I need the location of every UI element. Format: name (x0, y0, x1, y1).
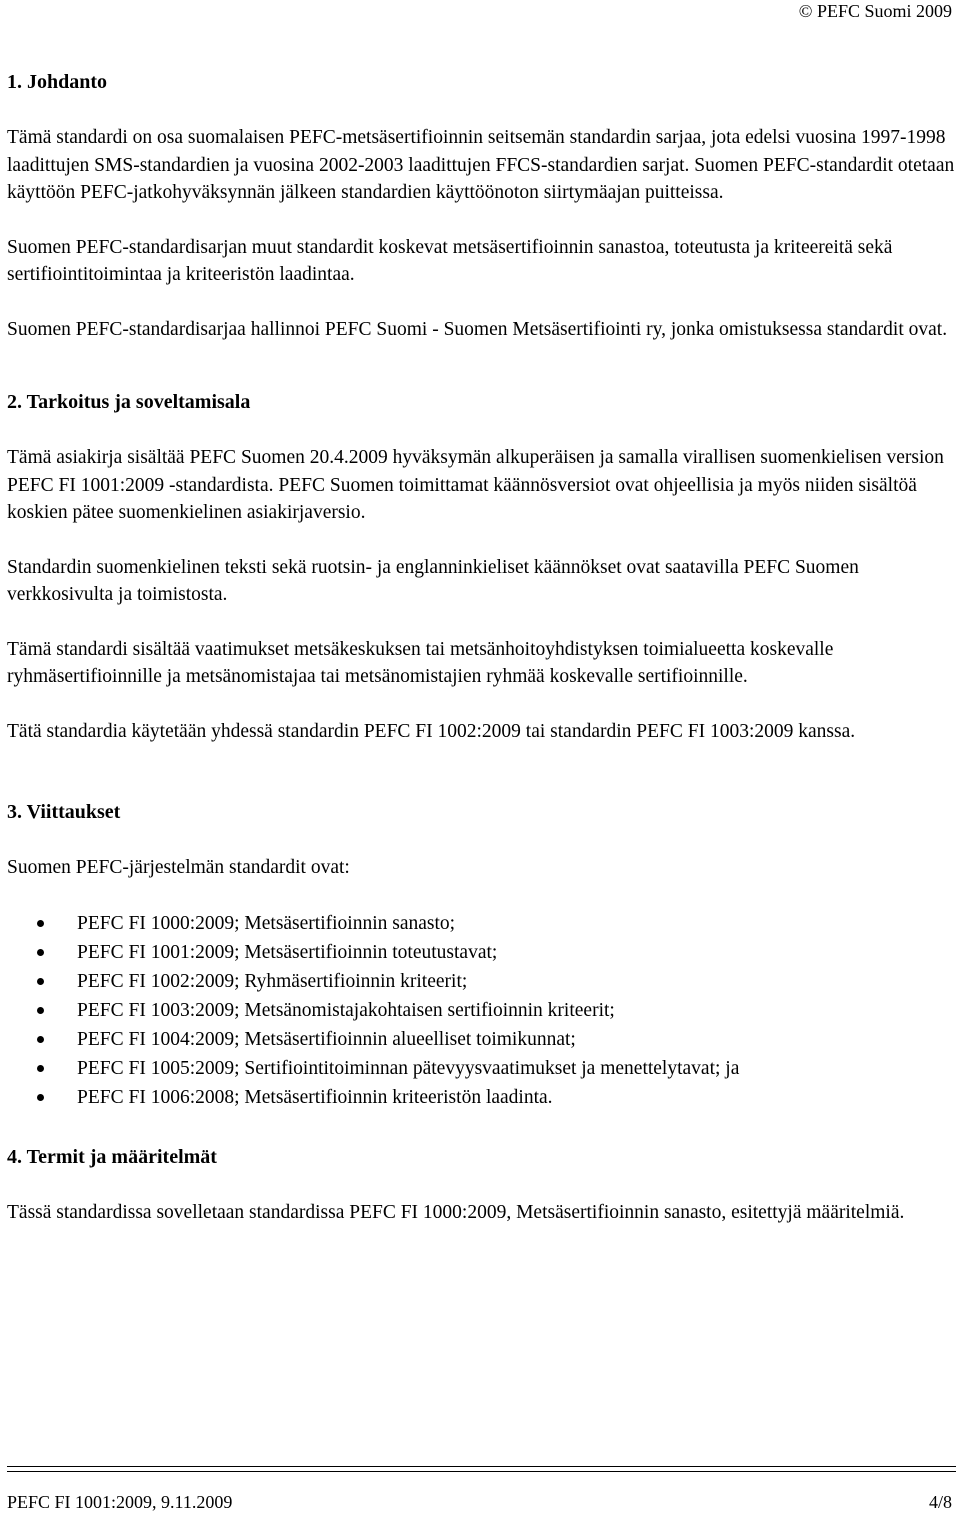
footer-page-number: 4/8 (928, 1492, 952, 1512)
list-item: PEFC FI 1006:2008; Metsäsertifioinnin kriteeristön laadinta. (7, 1083, 955, 1112)
section-3-intro: Suomen PEFC-järjestelmän standardit ovat: (7, 857, 350, 878)
list-item: PEFC FI 1001:2009; Metsäsertifioinnin toteutustavat; (7, 938, 955, 967)
section-2-heading: 2. Tarkoitus ja soveltamisala (7, 391, 251, 413)
list-item: PEFC FI 1002:2009; Ryhmäsertifioinnin kriteerit; (7, 967, 955, 996)
list-item: PEFC FI 1003:2009; Metsänomistajakohtaisen sertifioinnin kriteerit; (7, 996, 955, 1025)
section-2-paragraph-2: Standardin suomenkielinen teksti sekä ruotsin- ja englanninkieliset käännökset ovat saatavilla PEFC Suomen verkkosivulta ja toimistosta. (7, 556, 859, 605)
section-1-paragraph-3: Suomen PEFC-standardisarjaa hallinnoi PEFC Suomi - Suomen Metsäsertifiointi ry, jonka omistuksessa standardit ovat. (7, 318, 948, 340)
section-2-paragraph-1: Tämä asiakirja sisältää PEFC Suomen 20.4.2009 hyväksymän alkuperäisen ja samalla virallisen suomenkielisen version PEFC FI 1001:2009 -standardista. PEFC Suomen toimittamat käännösversiot ovat ohjeellisia ja myös niiden sisältöä koskien pätee suomenkielinen asiakirjaversio. (7, 447, 944, 523)
footer-divider (7, 1466, 956, 1472)
list-item: PEFC FI 1004:2009; Metsäsertifioinnin alueelliset toimikunnat; (7, 1025, 955, 1054)
page-footer (7, 1491, 952, 1513)
footer-doc-id: PEFC FI 1001:2009, 9.11.2009 (7, 1492, 233, 1512)
section-4-paragraph-1: Tässä standardissa sovelletaan standardissa PEFC FI 1000:2009, Metsäsertifioinnin sanasto, esitettyjä määritelmiä. (7, 1201, 905, 1223)
section-2-paragraph-3: Tämä standardi sisältää vaatimukset metsäkeskuksen tai metsänhoitoyhdistyksen toimialueetta koskevalle ryhmäsertifioinnille ja metsänomistajaa tai metsänomistajien ryhmää koskevalle sertifioinnille. (7, 638, 834, 687)
list-item: PEFC FI 1005:2009; Sertifiointitoiminnan pätevyysvaatimukset ja menettelytavat; ja (7, 1054, 955, 1083)
document-body (7, 67, 955, 1226)
standards-list (7, 909, 955, 1112)
section-4-heading: 4. Termit ja määritelmät (7, 1145, 217, 1168)
section-2-paragraph-4: Tätä standardia käytetään yhdessä standardin PEFC FI 1002:2009 tai standardin PEFC FI 1003:2009 kanssa. (7, 720, 856, 742)
header-copyright: © PEFC Suomi 2009 (798, 1, 952, 21)
section-3-heading: 3. Viittaukset (7, 801, 121, 823)
section-1-paragraph-2: Suomen PEFC-standardisarjan muut standardit koskevat metsäsertifioinnin sanastoa, toteutusta ja kriteereitä sekä sertifiointitoimintaa ja kriteeristön laadintaa. (7, 236, 893, 285)
list-item: PEFC FI 1000:2009; Metsäsertifioinnin sanasto; (7, 909, 955, 938)
section-1-heading: 1. Johdanto (7, 71, 108, 93)
section-1-paragraph-1: Tämä standardi on osa suomalaisen PEFC-metsäsertifioinnin seitsemän standardin sarjaa, jota edelsi vuosina 1997-1998 laadittujen SMS-standardien ja vuosina 2002-2003 laadittujen FFCS-standardien sarjat. Suomen PEFC-standardit otetaan käyttöön PEFC-jatkohyväksynnän jälkeen standardien käyttöönoton siirtymäajan puitteissa. (7, 127, 955, 203)
